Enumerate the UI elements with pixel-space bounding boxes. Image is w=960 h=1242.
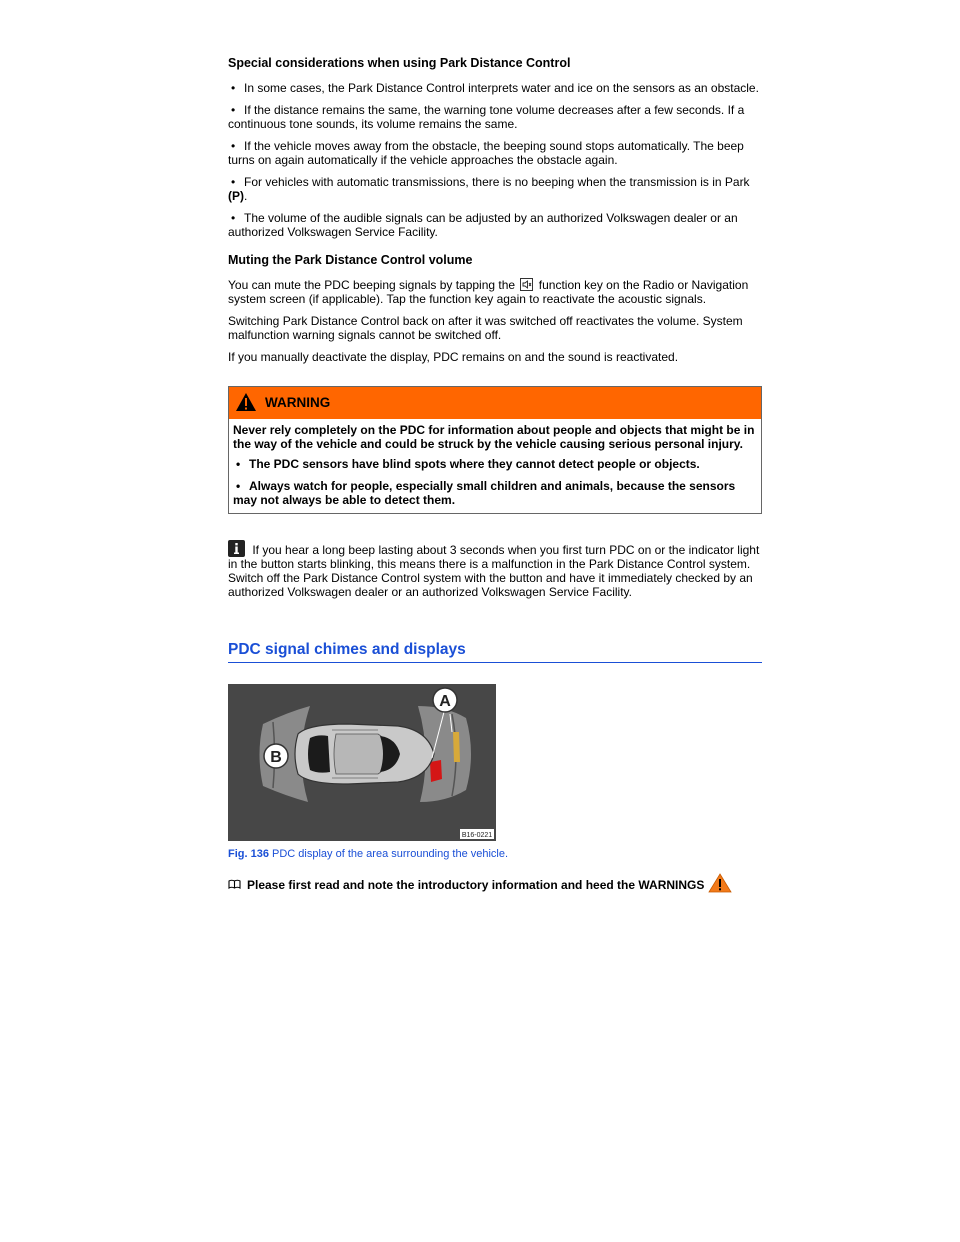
list-item: • If the distance remains the same, the warning tone volume decreases after a few seconds. If a continuous tone sounds, its volume remains the same. xyxy=(228,103,745,131)
bullet-dot: • xyxy=(231,103,236,117)
info-note-icon xyxy=(228,540,245,557)
list-item: • In some cases, the Park Distance Control interprets water and ice on the sensors as an obstacle. xyxy=(228,81,762,95)
label-a: A xyxy=(439,693,451,710)
bullet-dot: • xyxy=(231,211,236,225)
muting-paragraph-1: You can mute the PDC beeping signals by tapping the function key on the Radio or Navigation system screen (if applicable). Tap the function key again to reactivate the acoustic signals. xyxy=(228,278,749,306)
red-segment xyxy=(430,760,442,782)
car-icon xyxy=(295,724,434,784)
pdc-figure xyxy=(228,684,496,841)
figure-code: B16-0221 xyxy=(461,832,493,839)
bullet-dot: • xyxy=(231,175,236,189)
mute-function-key-icon xyxy=(520,278,533,291)
pdc-display-illustration xyxy=(228,684,496,841)
warning-list xyxy=(233,457,757,507)
muting-heading: Muting the Park Distance Control volume xyxy=(228,253,473,267)
warning-intro: Never rely completely on the PDC for information about people and objects that might be in the way of the vehicle and could be struck by the vehicle causing serious personal injury. xyxy=(233,423,755,451)
bullet-dot: • xyxy=(236,479,241,493)
bullet-dot: • xyxy=(236,457,241,471)
list-item: • Always watch for people, especially small children and animals, because the sensors may not always be able to detect them. xyxy=(233,479,736,507)
figure-caption: Fig. 136 PDC display of the area surrounding the vehicle. xyxy=(228,848,509,860)
yellow-segment xyxy=(453,732,460,762)
special-list xyxy=(228,81,762,239)
bullet-dot: • xyxy=(231,81,236,95)
muting-paragraph-3: If you manually deactivate the display, PDC remains on and the sound is reactivated. xyxy=(228,350,679,364)
warning-header xyxy=(229,387,761,419)
warning-triangle-icon xyxy=(708,873,732,896)
muting-paragraph-2: Switching Park Distance Control back on after it was switched off reactivates the volume. System malfunction warning signals cannot be switched off. xyxy=(228,314,743,342)
list-item: • The volume of the audible signals can be adjusted by an authorized Volkswagen dealer or an authorized Volkswagen Service Facility. xyxy=(228,211,738,239)
list-item: • The PDC sensors have blind spots where they cannot detect people or objects. xyxy=(233,457,757,471)
info-note: If you hear a long beep lasting about 3 seconds when you first turn PDC on or the indicator light in the button starts blinking, this means there is a malfunction in the Park Distance Control system. Switch off the Park Distance Control system with the button and have it immediately checked by an authorized Volkswagen dealer or an authorized Volkswagen Service Facility. xyxy=(228,540,762,599)
special-heading: Special considerations when using Park Distance Control xyxy=(228,56,571,70)
read-first-note: Please first read and note the introductory information and heed the WARNINGS xyxy=(228,873,762,896)
warning-box xyxy=(228,386,762,514)
list-item: • For vehicles with automatic transmissions, there is no beeping when the transmission is in Park (P). xyxy=(228,175,750,203)
page-content xyxy=(228,56,762,896)
book-icon xyxy=(228,878,241,892)
bullet-dot: • xyxy=(231,139,236,153)
label-b: B xyxy=(270,749,282,766)
section-title: PDC signal chimes and displays xyxy=(228,641,762,663)
warning-triangle-icon xyxy=(235,392,257,415)
list-item: • If the vehicle moves away from the obstacle, the beeping sound stops automatically. The beep turns on again automatically if the vehicle approaches the obstacle again. xyxy=(228,139,744,167)
warning-body xyxy=(229,419,761,513)
warning-title: WARNING xyxy=(265,395,331,410)
